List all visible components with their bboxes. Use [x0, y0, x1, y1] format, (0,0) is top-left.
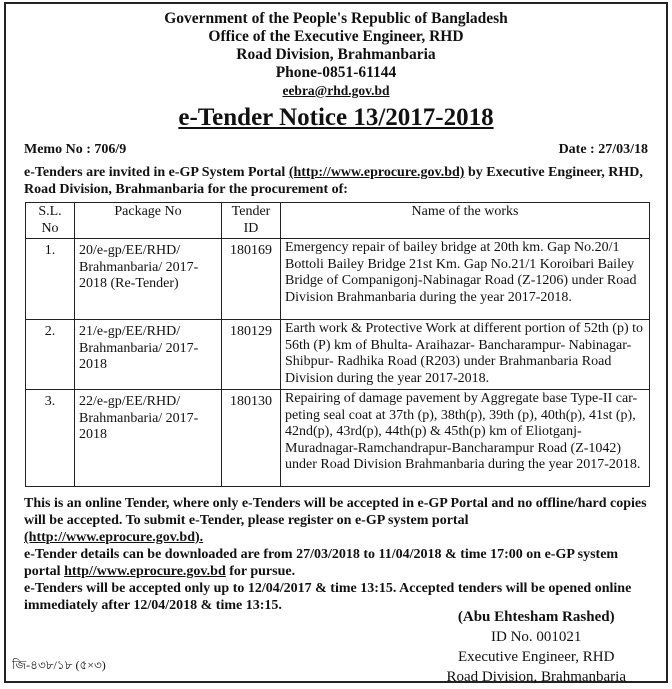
- row-work: Emergency repair of bailey bridge at 20th km. Gap No.20/1 Bottoli Bailey Bridge 21st Km. Gap No.21/1 Koroibari Bailey Bridge of Companigonj-Nabinagar Road (Z-1206) under Road Division Brahmanbaria during the year 2017-2018.: [281, 239, 650, 320]
- download-link[interactable]: http//www.eprocure.gov.bd: [64, 564, 226, 579]
- row-sl: 3.: [26, 390, 75, 487]
- table-row: [26, 239, 650, 320]
- row-package: 21/e-gp/EE/RHD/ Brahmanbaria/ 2017-2018: [75, 320, 222, 390]
- terms-deadline: e-Tenders will be accepted only up to 12/04/2017 & time 13:15. Accepted tenders will be opened online immediately after 12/04/2018 & time 13:15.: [24, 581, 632, 613]
- row-tender-id: 180129: [222, 320, 281, 390]
- table-row: [26, 320, 650, 390]
- row-sl: 1.: [26, 239, 75, 320]
- tender-notice-page: [4, 2, 668, 683]
- signatory-id: ID No. 001021: [491, 629, 582, 645]
- register-link[interactable]: (http://www.eprocure.gov.bd).: [24, 530, 204, 545]
- row-work: Repairing of damage pavement by Aggregate base Type-II car-peting seal coat at 37th (p), 38th(p), 39th (p), 40th(p), 41st (p), 42nd(p), 43rd(p), 44th(p) & 45th(p) km of Eliotganj-Muradnagar-Ramchandrapur-Bancharampur Road (Z-1042) under Road Division Brahmanbaria during the year 2017-2018.: [281, 390, 650, 487]
- row-sl: 2.: [26, 320, 75, 390]
- col-sl: S.L. No: [26, 203, 75, 239]
- email-link[interactable]: eebra@rhd.gov.bd: [282, 83, 390, 98]
- row-work: Earth work & Protective Work at different portion of 52th (p) to 56th (P) km of Bhulta- Araihazar- Bancharampur- Nabinagar-Shibpur- Radhika Road (R203) under Brahmanbaria Road Division during the year 2017-2018.: [281, 320, 650, 390]
- print-code: জি-৪৩৮/১৮ (৫×৩): [12, 658, 106, 672]
- row-tender-id: 180130: [222, 390, 281, 487]
- col-package: Package No: [75, 203, 222, 239]
- notice-title: e-Tender Notice 13/2017-2018: [178, 104, 494, 131]
- row-package: 22/e-gp/EE/RHD/ Brahmanbaria/ 2017-2018: [75, 390, 222, 487]
- phone-line: Phone-0851-61144: [275, 64, 397, 81]
- letterhead: [6, 10, 666, 100]
- row-tender-id: 180169: [222, 239, 281, 320]
- signatory-office: Road Division, Brahmanbaria: [446, 669, 626, 685]
- row-package: 20/e-gp/EE/RHD/ Brahmanbaria/ 2017-2018 (Re-Tender): [75, 239, 222, 320]
- works-table: [25, 202, 650, 487]
- terms-download: e-Tender details can be downloaded are from 27/03/2018 to 11/04/2018 & time 17:00 on e-GP system portal http//www.eprocure.gov.bd for pursue.: [24, 547, 619, 579]
- signatory-name: (Abu Ehtesham Rashed): [457, 609, 615, 625]
- table-header-row: [26, 203, 650, 239]
- terms-online: This is an online Tender, where only e-Tenders will be accepted in e-GP Portal and no offline/hard copies will be accepted. To submit e-Tender, please register on e-GP system portal (http://www.eprocure.gov.bd).: [24, 496, 647, 545]
- notice-date: Date : 27/03/18: [558, 142, 648, 157]
- government-line: Government of the People's Republic of Bangladesh: [164, 10, 508, 27]
- office-line: Office of the Executive Engineer, RHD: [208, 28, 464, 45]
- division-line: Road Division, Brahmanbaria: [236, 46, 436, 63]
- portal-link[interactable]: (http://www.eprocure.gov.bd): [288, 165, 465, 180]
- terms-paragraph: [24, 495, 648, 614]
- signature-block: [446, 607, 626, 687]
- memo-row: [24, 142, 648, 158]
- intro-paragraph: e-Tenders are invited in e-GP System Portal (http://www.eprocure.gov.bd) by Executive Engineer, RHD, Road Division, Brahmanbaria for the procurement of:: [24, 165, 643, 197]
- col-tender-id: Tender ID: [222, 203, 281, 239]
- table-row: [26, 390, 650, 487]
- signatory-designation: Executive Engineer, RHD: [458, 649, 615, 665]
- col-work-name: Name of the works: [281, 203, 650, 239]
- memo-number: Memo No : 706/9: [24, 142, 127, 157]
